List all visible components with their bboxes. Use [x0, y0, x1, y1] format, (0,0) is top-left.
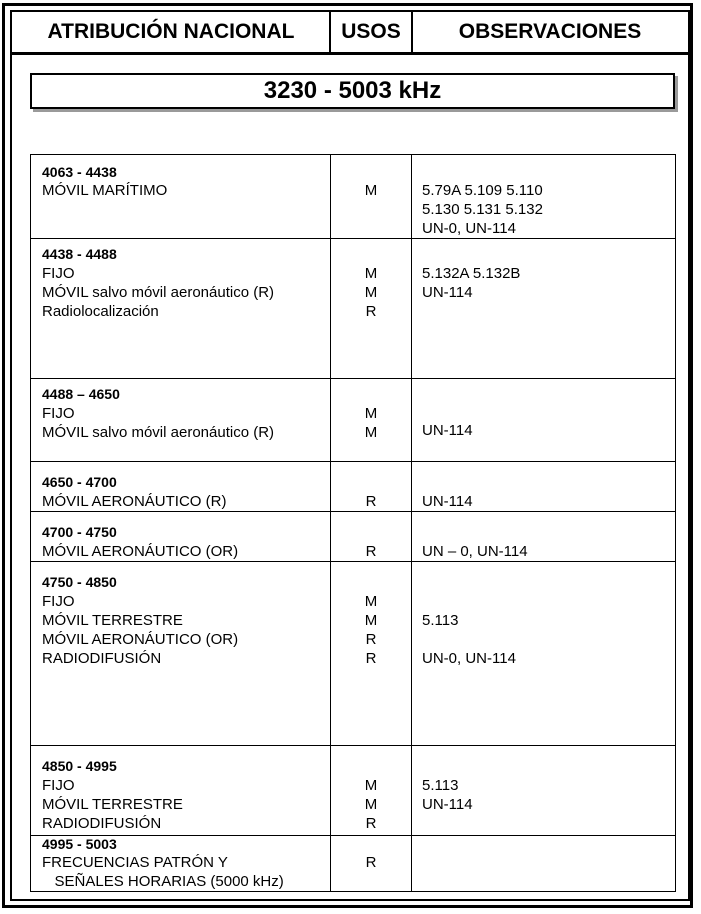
- row-service: Radiolocalización: [42, 303, 159, 320]
- row-service: RADIODIFUSIÓN: [42, 815, 162, 832]
- row-obs: UN-0, UN-114: [422, 650, 516, 667]
- row-divider: [30, 461, 676, 462]
- row-uso: R: [365, 815, 377, 832]
- row-service: FIJO: [42, 405, 75, 422]
- row-obs: UN-114: [422, 796, 473, 813]
- row-divider: [30, 238, 676, 239]
- header-atribucion: ATRIBUCIÓN NACIONAL: [47, 20, 295, 43]
- row-obs: 5.113: [422, 777, 459, 794]
- row-uso: R: [365, 854, 377, 871]
- row-uso: M: [364, 593, 378, 610]
- row-service: MÓVIL salvo móvil aeronáutico (R): [42, 424, 275, 441]
- row-uso: R: [365, 493, 377, 510]
- row-range: 4995 - 5003: [42, 836, 117, 852]
- header-col-divider-1: [329, 10, 331, 54]
- row-uso: M: [364, 265, 378, 282]
- row-service: MÓVIL TERRESTRE: [42, 796, 183, 813]
- header-usos: USOS: [341, 20, 401, 43]
- row-uso: M: [364, 424, 378, 441]
- header-col-divider-2: [411, 10, 413, 54]
- header-observaciones: OBSERVACIONES: [458, 20, 642, 43]
- row-service: MÓVIL MARÍTIMO: [42, 182, 168, 199]
- row-service: SEÑALES HORARIAS (5000 kHz): [42, 873, 284, 890]
- row-uso: M: [364, 182, 378, 199]
- row-divider: [30, 561, 676, 562]
- row-uso: M: [364, 284, 378, 301]
- row-uso: R: [365, 303, 377, 320]
- row-range: 4850 - 4995: [42, 758, 117, 774]
- row-obs: 5.130 5.131 5.132: [422, 201, 543, 218]
- row-uso: R: [365, 543, 377, 560]
- row-divider: [30, 378, 676, 379]
- row-service: FRECUENCIAS PATRÓN Y: [42, 854, 228, 871]
- row-uso: M: [364, 777, 378, 794]
- row-range: 4063 - 4438: [42, 164, 117, 180]
- row-service: FIJO: [42, 777, 75, 794]
- row-obs: UN-114: [422, 493, 473, 510]
- row-obs: UN – 0, UN-114: [422, 543, 528, 560]
- row-range: 4650 - 4700: [42, 474, 117, 490]
- row-obs: 5.79A 5.109 5.110: [422, 182, 543, 199]
- row-service: FIJO: [42, 265, 75, 282]
- row-uso: M: [364, 405, 378, 422]
- row-service: MÓVIL AERONÁUTICO (R): [42, 493, 227, 510]
- row-obs: UN-114: [422, 284, 473, 301]
- row-range: 4700 - 4750: [42, 524, 117, 540]
- header-divider: [10, 52, 690, 55]
- row-service: MÓVIL AERONÁUTICO (OR): [42, 543, 239, 560]
- row-obs: 5.132A 5.132B: [422, 265, 521, 282]
- row-uso: M: [364, 796, 378, 813]
- row-service: FIJO: [42, 593, 75, 610]
- row-divider: [30, 745, 676, 746]
- row-uso: R: [365, 650, 377, 667]
- row-uso: M: [364, 612, 378, 629]
- band-title: 3230 - 5003 kHz: [30, 73, 675, 109]
- row-service: MÓVIL salvo móvil aeronáutico (R): [42, 284, 275, 301]
- row-range: 4488 – 4650: [42, 386, 120, 402]
- row-service: MÓVIL AERONÁUTICO (OR): [42, 631, 239, 648]
- row-obs: 5.113: [422, 612, 459, 629]
- row-obs: UN-114: [422, 422, 473, 439]
- row-uso: R: [365, 631, 377, 648]
- table-col-divider-2: [411, 154, 412, 892]
- row-range: 4750 - 4850: [42, 574, 117, 590]
- row-divider: [30, 835, 676, 836]
- row-service: RADIODIFUSIÓN: [42, 650, 162, 667]
- row-service: MÓVIL TERRESTRE: [42, 612, 183, 629]
- row-range: 4438 - 4488: [42, 246, 117, 262]
- row-divider: [30, 511, 676, 512]
- row-obs: UN-0, UN-114: [422, 220, 516, 237]
